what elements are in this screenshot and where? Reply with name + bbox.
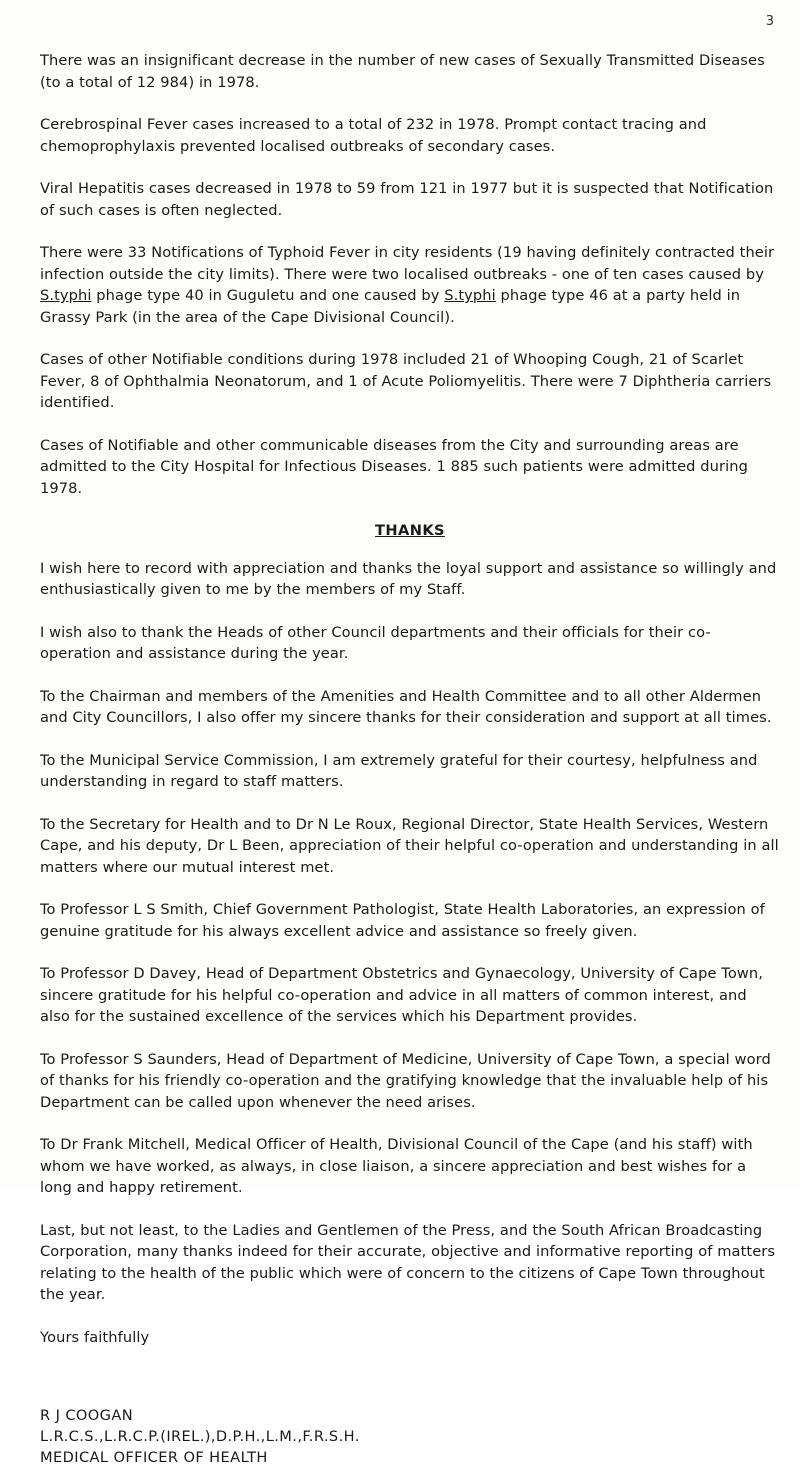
paragraph-cerebrospinal-fever: Cerebrospinal Fever cases increased to a total of 232 in 1978. Prompt contact tracing and chemoprophylaxis prevented localised outbreaks of secondary cases.: [40, 116, 707, 155]
thanks-paragraph: To the Municipal Service Commission, I am extremely grateful for their courtesy, helpfulness and understanding in regard to staff matters.: [40, 751, 758, 790]
thanks-paragraph: To Professor L S Smith, Chief Government Pathologist, State Health Laboratories, an expression of genuine gratitude for his always excellent advice and assistance so freely given.: [40, 901, 765, 940]
signatory-name: R J COOGAN: [40, 1407, 134, 1424]
thanks-heading: THANKS: [375, 522, 445, 539]
thanks-paragraph: To Dr Frank Mitchell, Medical Officer of Health, Divisional Council of the Cape (and his staff) with whom we have worked, as always, in close liaison, a sincere appreciation and best wishes for a long and happy retirement.: [40, 1136, 753, 1196]
thanks-paragraph: To the Chairman and members of the Amenities and Health Committee and to all other Aldermen and City Councillors, I also offer my sincere thanks for their consideration and support at all times.: [40, 687, 772, 726]
paragraph-std: There was an insignificant decrease in the number of new cases of Sexually Transmitted Diseases (to a total of 12 984) in 1978.: [40, 52, 765, 91]
thanks-paragraph: To Professor S Saunders, Head of Department of Medicine, University of Cape Town, a special word of thanks for his friendly co-operation and the gratifying knowledge that the invaluable help of his Department can be called upon whenever the need arises.: [40, 1050, 771, 1111]
thanks-paragraph: Last, but not least, to the Ladies and Gentlemen of the Press, and the South African Broadcasting Corporation, many thanks indeed for their accurate, objective and informative reporting of matters relating to the health of the public which were of concern to the citizens of Cape Town throughout the year.: [40, 1221, 776, 1303]
organism-name: S.typhi: [444, 287, 496, 304]
paragraph-typhoid: [40, 242, 780, 328]
typhoid-text-1: There were 33 Notifications of Typhoid Fever in city residents (19 having definitely contracted their infection outside the city limits). There were two localised outbreaks - one of ten cases caused by: [40, 244, 775, 283]
signature-block: [40, 1405, 780, 1468]
thanks-paragraph: I wish here to record with appreciation and thanks the loyal support and assistance so willingly and enthusiastically given to me by the members of my Staff.: [40, 559, 777, 598]
signatory-title: MEDICAL OFFICER OF HEALTH: [40, 1449, 268, 1466]
thanks-paragraph: To the Secretary for Health and to Dr N Le Roux, Regional Director, State Health Services, Western Cape, and his deputy, Dr L Been, appreciation of their helpful co-operation and understanding in all matters where our mutual interest met.: [40, 815, 779, 876]
thanks-paragraph: I wish also to thank the Heads of other Council departments and their officials for their co-operation and assistance during the year.: [40, 623, 711, 662]
typhoid-text-2: phage type 40 in Guguletu and one caused by: [91, 287, 445, 304]
page-number: 3: [765, 14, 774, 29]
organism-name: S.typhi: [40, 287, 92, 304]
paragraph-notifiable-conditions: Cases of other Notifiable conditions during 1978 included 21 of Whooping Cough, 21 of Scarlet Fever, 8 of Ophthalmia Neonatorum, and 1 of Acute Poliomyelitis. There were 7 Diphtheria carriers identified.: [40, 351, 772, 411]
closing-salutation: Yours faithfully: [40, 1328, 150, 1346]
signatory-qualifications: L.R.C.S.,L.R.C.P.(IREL.),D.P.H.,L.M.,F.R.S.H.: [40, 1428, 360, 1445]
document-body: [40, 50, 780, 1468]
paragraph-city-hospital: Cases of Notifiable and other communicable diseases from the City and surrounding areas are admitted to the City Hospital for Infectious Diseases. 1 885 such patients were admitted during 1978.: [40, 436, 748, 497]
typhoid-text-3: phage type 46 at a party held in Grassy Park (in the area of the Cape Divisional Council).: [40, 287, 741, 326]
paragraph-viral-hepatitis: Viral Hepatitis cases decreased in 1978 to 59 from 121 in 1977 but it is suspected that Notification of such cases is often neglected.: [40, 180, 774, 219]
thanks-paragraph: To Professor D Davey, Head of Department Obstetrics and Gynaecology, University of Cape Town, sincere gratitude for his helpful co-operation and advice in all matters of common interest, and also for the sustained excellence of the services which his Department provides.: [40, 965, 763, 1025]
